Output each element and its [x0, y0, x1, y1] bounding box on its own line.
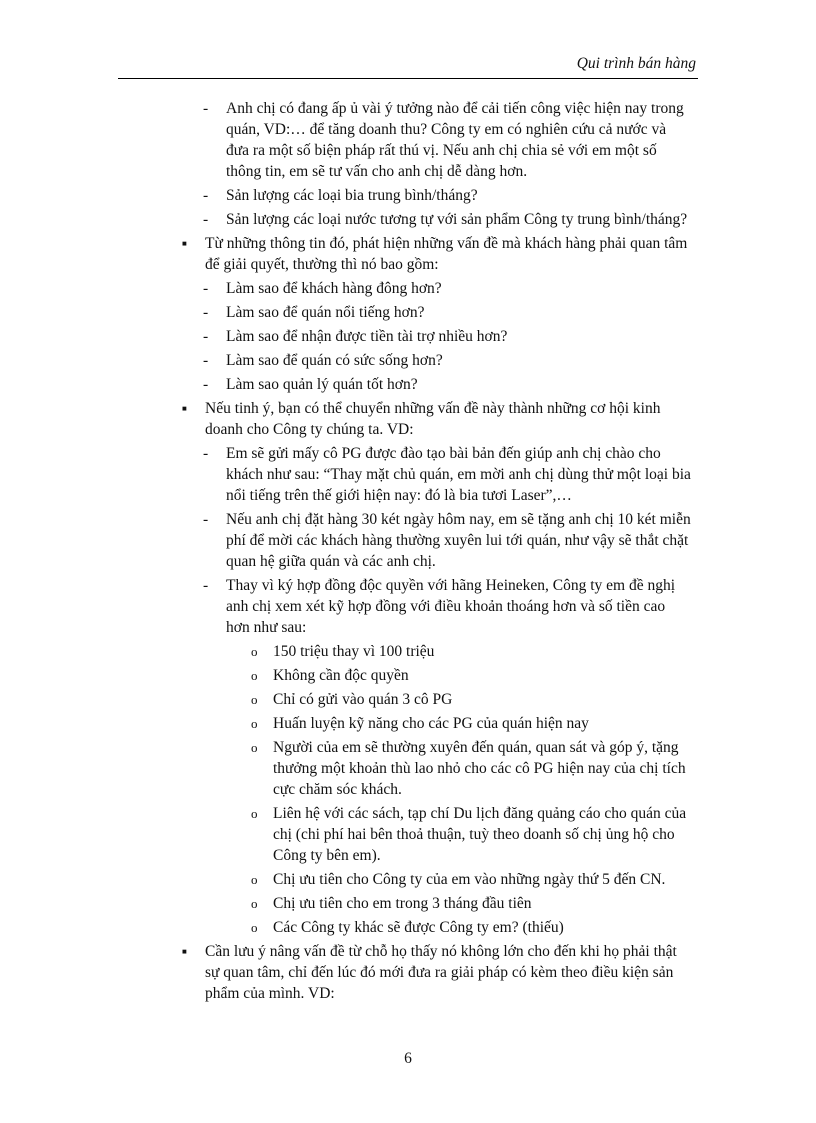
dash-item [0, 278, 691, 299]
circle-bullet-icon: o [251, 806, 258, 821]
bullet-item [0, 941, 689, 1004]
dash-item [0, 302, 691, 323]
dash-item [0, 98, 691, 182]
sub-bullet-item [0, 803, 691, 866]
list-item-text: Em sẽ gửi mấy cô PG được đào tạo bài bản đến giúp anh chị chào cho khách như sau: “Thay mặt chủ quán, em mời anh chị dùng thử một loại bia nổi tiếng trên thế giới hiện nay: đó là bia tươi Laser”,… [226, 445, 691, 504]
dash-item [0, 374, 691, 395]
list-item-text: Sản lượng các loại nước tương tự với sản phẩm Công ty trung bình/tháng? [226, 211, 688, 228]
list-item-text: Từ những thông tin đó, phát hiện những vấn đề mà khách hàng phải quan tâm để giải quyết, thường thì nó bao gồm: [205, 235, 688, 273]
dash-marker: - [203, 100, 209, 117]
circle-bullet-icon: o [251, 668, 258, 683]
sub-bullet-item [0, 689, 691, 710]
dash-marker: - [203, 304, 209, 321]
list-item-text: Làm sao để khách hàng đông hơn? [226, 280, 442, 297]
page-number: 6 [404, 1050, 412, 1067]
list-item-text: Làm sao để nhận được tiền tài trợ nhiều hơn? [226, 328, 508, 345]
dash-marker: - [203, 328, 209, 345]
bullet-item [0, 398, 689, 440]
square-bullet-icon: ■ [182, 239, 187, 248]
body-content [0, 98, 816, 1007]
list-item-text: Chị ưu tiên cho em trong 3 tháng đầu tiên [273, 895, 532, 912]
list-item-text: Không cần độc quyền [273, 667, 409, 684]
dash-item [0, 443, 691, 506]
circle-bullet-icon: o [251, 692, 258, 707]
list-item-text: Làm sao để quán có sức sống hơn? [226, 352, 443, 369]
list-item-text: Chị ưu tiên cho Công ty của em vào những ngày thứ 5 đến CN. [273, 871, 666, 888]
dash-marker: - [203, 187, 209, 204]
list-item-text: Cần lưu ý nâng vấn đề từ chỗ họ thấy nó không lớn cho đến khi họ phải thật sự quan tâm, chỉ đến lúc đó mới đưa ra giải pháp có kèm theo điều kiện sản phẩm của mình. VD: [205, 943, 677, 1002]
list-item-text: Nếu tinh ý, bạn có thể chuyển những vấn đề này thành những cơ hội kinh doanh cho Công ty chúng ta. VD: [205, 400, 661, 438]
list-item-text: 150 triệu thay vì 100 triệu [273, 643, 435, 660]
sub-bullet-item [0, 869, 691, 890]
circle-bullet-icon: o [251, 644, 258, 659]
dash-item [0, 326, 691, 347]
bullet-item [0, 233, 689, 275]
list-item-text: Chỉ có gửi vào quán 3 cô PG [273, 691, 453, 708]
list-item-text: Anh chị có đang ấp ủ vài ý tưởng nào để cải tiến công việc hiện nay trong quán, VD:… để tăng doanh thu? Công ty em có nghiên cứu cả nước và đưa ra một số biện pháp rất thú vị. Nếu anh chị chia sẻ với em một số thông tin, em sẽ tư vấn cho anh chị dễ dàng hơn. [226, 100, 684, 180]
dash-item [0, 350, 691, 371]
circle-bullet-icon: o [251, 740, 258, 755]
list-item-text: Sản lượng các loại bia trung bình/tháng? [226, 187, 478, 204]
dash-item [0, 185, 691, 206]
dash-marker: - [203, 280, 209, 297]
dash-marker: - [203, 376, 209, 393]
dash-marker: - [203, 511, 209, 528]
list-item-text: Các Công ty khác sẽ được Công ty em? (thiếu) [273, 919, 564, 936]
dash-item [0, 509, 691, 572]
circle-bullet-icon: o [251, 896, 258, 911]
circle-bullet-icon: o [251, 716, 258, 731]
dash-item [0, 575, 691, 638]
sub-bullet-item [0, 893, 691, 914]
sub-bullet-item [0, 713, 691, 734]
list-item-text: Nếu anh chị đặt hàng 30 két ngày hôm nay, em sẽ tặng anh chị 10 két miễn phí để mời các khách hàng thường xuyên lui tới quán, như vậy sẽ thắt chặt quan hệ giữa quán và các anh chị. [226, 511, 691, 570]
list-item-text: Làm sao để quán nổi tiếng hơn? [226, 304, 425, 321]
circle-bullet-icon: o [251, 872, 258, 887]
running-header-title: Qui trình bán hàng [576, 55, 696, 72]
square-bullet-icon: ■ [182, 404, 187, 413]
sub-bullet-item [0, 665, 691, 686]
dash-marker: - [203, 445, 209, 462]
header-divider [118, 78, 698, 79]
list-item-text: Liên hệ với các sách, tạp chí Du lịch đăng quảng cáo cho quán của chị (chi phí hai bên thoả thuận, tuỳ theo doanh số chị ủng hộ cho Công ty bên em). [273, 805, 687, 864]
dash-marker: - [203, 352, 209, 369]
list-item-text: Làm sao quản lý quán tốt hơn? [226, 376, 418, 393]
list-item-text: Thay vì ký hợp đồng độc quyền với hãng Heineken, Công ty em đề nghị anh chị xem xét kỹ hợp đồng với điều khoản thoáng hơn và số tiền cao hơn như sau: [226, 577, 676, 636]
list-item-text: Huấn luyện kỹ năng cho các PG của quán hiện nay [273, 715, 589, 732]
sub-bullet-item [0, 641, 691, 662]
square-bullet-icon: ■ [182, 947, 187, 956]
list-item-text: Người của em sẽ thường xuyên đến quán, quan sát và góp ý, tặng thưởng một khoản thù lao nhỏ cho các cô PG hiện nay của chị tích cực chăm sóc khách. [273, 739, 686, 798]
sub-bullet-item [0, 737, 691, 800]
dash-marker: - [203, 577, 209, 594]
sub-bullet-item [0, 917, 691, 938]
dash-item [0, 209, 691, 230]
dash-marker: - [203, 211, 209, 228]
circle-bullet-icon: o [251, 920, 258, 935]
